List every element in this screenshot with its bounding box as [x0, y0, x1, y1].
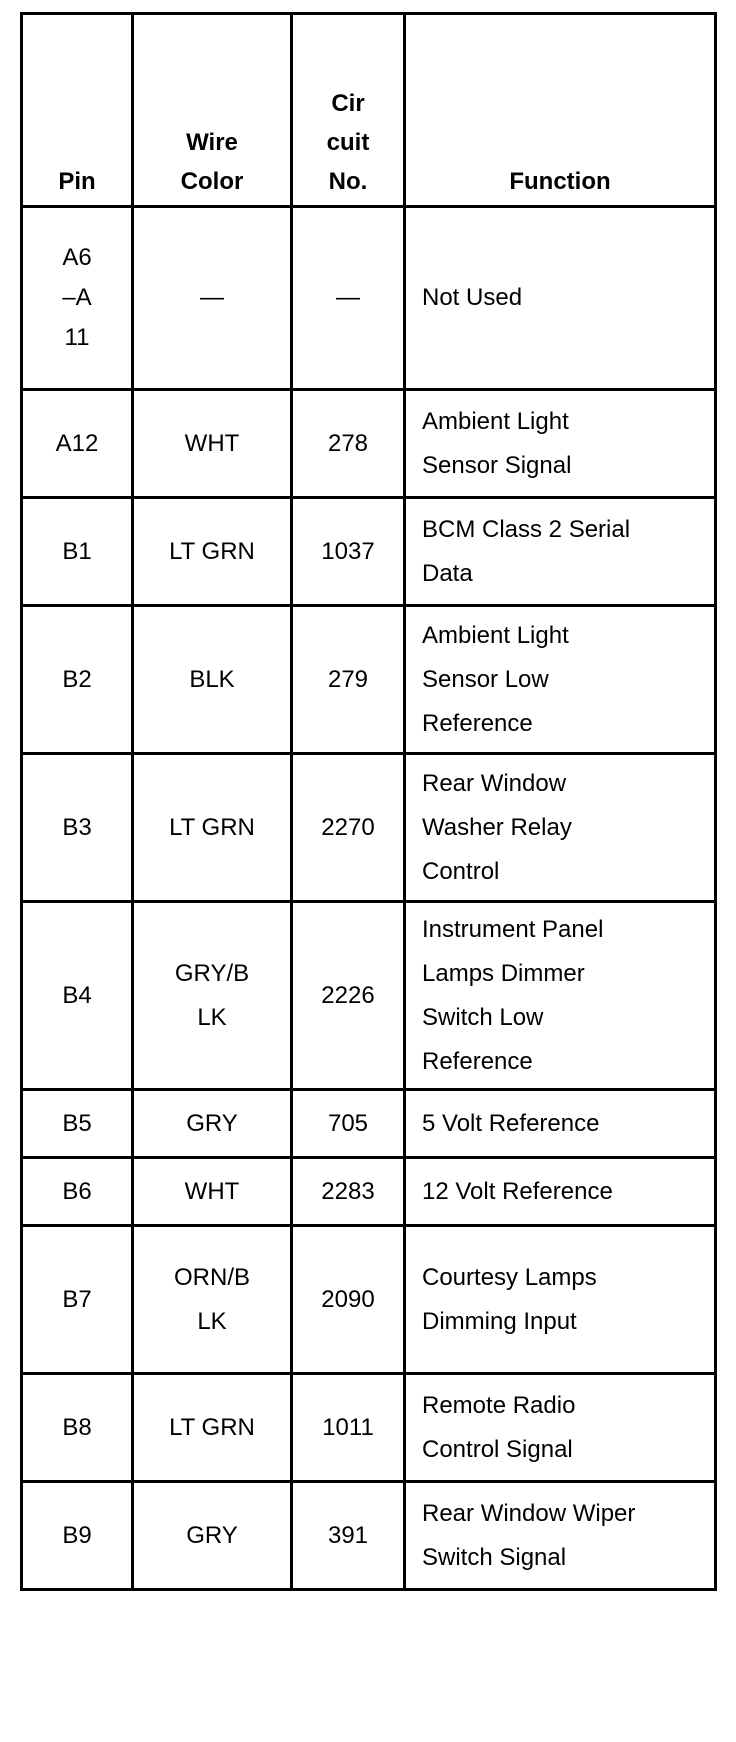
header-wire-color: Wire Color [133, 14, 292, 207]
circuit-no-cell: 705 [292, 1090, 405, 1158]
function-cell: Remote Radio Control Signal [405, 1374, 716, 1482]
header-pin: Pin [22, 14, 133, 207]
pin-cell: B9 [22, 1482, 133, 1590]
circuit-no-cell: 2226 [292, 902, 405, 1090]
circuit-no-cell: 278 [292, 390, 405, 498]
circuit-no-cell: 1037 [292, 498, 405, 606]
table-header [22, 14, 716, 207]
function-cell: Ambient Light Sensor Low Reference [405, 606, 716, 754]
table-row [22, 1482, 716, 1590]
circuit-no-cell: 2090 [292, 1226, 405, 1374]
pin-cell: B8 [22, 1374, 133, 1482]
function-cell: Rear Window Washer Relay Control [405, 754, 716, 902]
pin-cell: A6 –A 11 [22, 207, 133, 390]
wire-color-cell: — [133, 207, 292, 390]
header-row [22, 14, 716, 207]
wire-color-cell: WHT [133, 390, 292, 498]
wire-color-cell: LT GRN [133, 754, 292, 902]
wire-color-cell: LT GRN [133, 1374, 292, 1482]
table-row [22, 606, 716, 754]
wire-color-cell: GRY [133, 1482, 292, 1590]
connector-pinout-table [20, 12, 717, 1591]
function-cell: Ambient Light Sensor Signal [405, 390, 716, 498]
wire-color-cell: LT GRN [133, 498, 292, 606]
table-row [22, 902, 716, 1090]
function-cell: Courtesy Lamps Dimming Input [405, 1226, 716, 1374]
circuit-no-cell: 1011 [292, 1374, 405, 1482]
pin-cell: B7 [22, 1226, 133, 1374]
pin-cell: B5 [22, 1090, 133, 1158]
function-cell: Instrument Panel Lamps Dimmer Switch Low Reference [405, 902, 716, 1090]
wire-color-cell: WHT [133, 1158, 292, 1226]
table-row [22, 498, 716, 606]
table-row [22, 1158, 716, 1226]
wire-color-cell: GRY/B LK [133, 902, 292, 1090]
table-row [22, 207, 716, 390]
table-row [22, 754, 716, 902]
function-cell: Not Used [405, 207, 716, 390]
pin-cell: B6 [22, 1158, 133, 1226]
pin-cell: A12 [22, 390, 133, 498]
table-body [22, 207, 716, 1590]
circuit-no-cell: 391 [292, 1482, 405, 1590]
table-row [22, 1226, 716, 1374]
function-cell: 5 Volt Reference [405, 1090, 716, 1158]
pin-cell: B3 [22, 754, 133, 902]
wire-color-cell: ORN/B LK [133, 1226, 292, 1374]
function-cell: Rear Window Wiper Switch Signal [405, 1482, 716, 1590]
pin-cell: B2 [22, 606, 133, 754]
header-function: Function [405, 14, 716, 207]
table-row [22, 1090, 716, 1158]
header-circuit-no: Cir cuit No. [292, 14, 405, 207]
wire-color-cell: GRY [133, 1090, 292, 1158]
function-cell: 12 Volt Reference [405, 1158, 716, 1226]
circuit-no-cell: 279 [292, 606, 405, 754]
wire-color-cell: BLK [133, 606, 292, 754]
circuit-no-cell: — [292, 207, 405, 390]
function-cell: BCM Class 2 Serial Data [405, 498, 716, 606]
table-row [22, 390, 716, 498]
pin-cell: B1 [22, 498, 133, 606]
circuit-no-cell: 2270 [292, 754, 405, 902]
pin-cell: B4 [22, 902, 133, 1090]
table-row [22, 1374, 716, 1482]
circuit-no-cell: 2283 [292, 1158, 405, 1226]
